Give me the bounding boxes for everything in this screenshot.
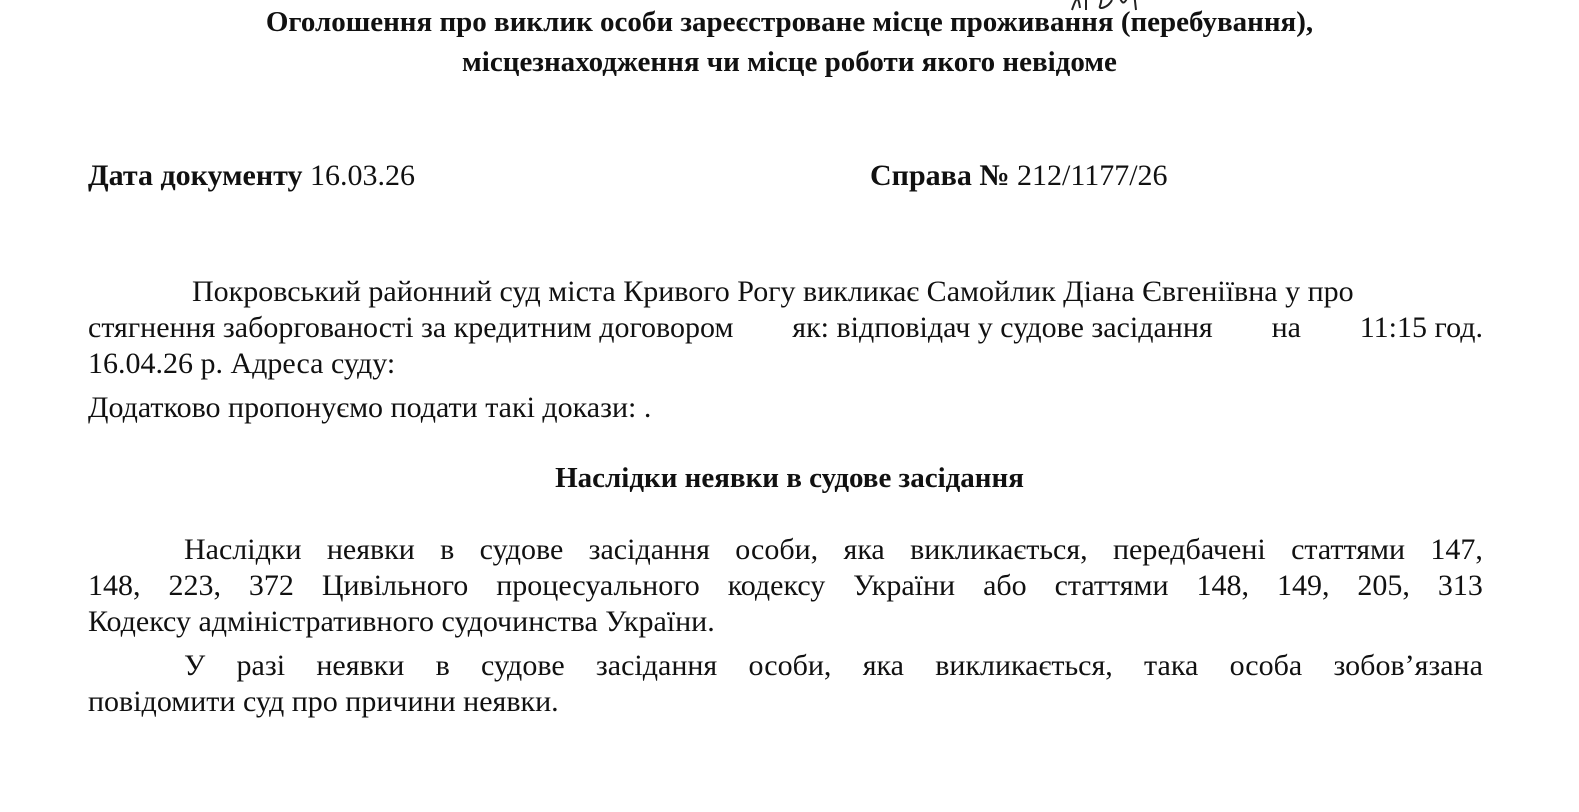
consequences-line-1-word: судове bbox=[479, 533, 564, 566]
consequences-line-2-word: України bbox=[853, 569, 956, 602]
consequences-line-2-word: або bbox=[983, 569, 1027, 602]
case-number bbox=[870, 156, 1168, 196]
notify-line-1-word: така bbox=[1144, 649, 1199, 682]
consequences-line-2-word: 223, bbox=[168, 569, 221, 602]
notify-line-1-word: засідання bbox=[595, 649, 718, 682]
consequences-line-1-word: неявки bbox=[326, 533, 415, 566]
consequences-line-1-word: 147, bbox=[1430, 533, 1483, 566]
consequences-line-2-word: 148, bbox=[1196, 569, 1250, 602]
summons-line-2 bbox=[88, 310, 1483, 346]
consequences-line-1-word: передбачені bbox=[1113, 533, 1266, 566]
consequences-line-1-word: Наслідки bbox=[184, 533, 302, 566]
consequences-line-2-word: 148, bbox=[88, 569, 141, 602]
notify-line-1-word: неявки bbox=[316, 649, 405, 682]
date-value: 16.03.26 bbox=[309, 159, 415, 192]
document-title: Оголошення про виклик особи зареєстроване місце проживання (перебування), bbox=[265, 6, 1314, 38]
consequences-line-1-word: засідання bbox=[588, 533, 710, 566]
consequences-line-1-word: особи, bbox=[735, 533, 819, 566]
evidence-request: Додатково пропонуємо подати такі докази: . bbox=[88, 391, 652, 424]
notify-line-2 bbox=[88, 684, 1483, 720]
notify-line-1-word: викликається, bbox=[935, 649, 1113, 682]
consequences-line-1-word: викликається, bbox=[910, 533, 1088, 566]
notify-line-1-word: зобов’язана bbox=[1333, 649, 1483, 682]
consequences-line-2-word: 313 bbox=[1437, 569, 1483, 602]
notify-line-1-word: в bbox=[435, 649, 450, 682]
notify-line-1-word: особи, bbox=[748, 649, 832, 682]
case-label: Справа № bbox=[870, 159, 1010, 192]
summons-line-3: 16.04.26 р. Адреса суду: bbox=[88, 347, 396, 380]
date-label: Дата документу bbox=[88, 159, 303, 192]
summons-line-1: Покровський районний суд міста Кривого Рогу викликає Самойлик Діана Євгеніївна у про bbox=[192, 275, 1354, 308]
document-title-line2: місцезнаходження чи місце роботи якого невідоме bbox=[462, 46, 1117, 78]
consequences-line-2-word: 149, bbox=[1276, 569, 1330, 602]
summons-role: як: відповідач у судове засідання bbox=[792, 311, 1213, 344]
summons-claim: стягнення заборгованості за кредитним договором bbox=[88, 311, 734, 344]
consequences-line-2 bbox=[88, 568, 1483, 604]
consequences-paragraph bbox=[88, 532, 1483, 640]
summons-time: 11:15 год. bbox=[1359, 311, 1483, 344]
notify-line-1-word: разі bbox=[236, 649, 286, 682]
consequences-line-3 bbox=[88, 604, 1483, 640]
consequences-line-2-word: кодексу bbox=[727, 569, 826, 602]
document-date bbox=[88, 156, 415, 196]
consequences-line-3-text: Кодексу адміністративного судочинства України. bbox=[88, 605, 715, 638]
consequences-line-2-word: процесуального bbox=[496, 569, 700, 602]
notify-line-1-word: яка bbox=[862, 649, 904, 682]
notify-line-1 bbox=[88, 648, 1483, 684]
notify-paragraph bbox=[88, 648, 1483, 720]
summons-on: на bbox=[1271, 311, 1301, 344]
notify-line-1-word: особа bbox=[1229, 649, 1303, 682]
consequences-line-2-word: 372 bbox=[248, 569, 294, 602]
consequences-heading: Наслідки неявки в судове засідання bbox=[555, 462, 1024, 494]
case-value: 212/1177/26 bbox=[1016, 159, 1168, 192]
consequences-line-2-word: статтями bbox=[1054, 569, 1169, 602]
consequences-line-1-word: статтями bbox=[1291, 533, 1406, 566]
consequences-line-2-word: Цивільного bbox=[321, 569, 469, 602]
consequences-line-2-word: 205, bbox=[1357, 569, 1410, 602]
notify-line-1-word: судове bbox=[481, 649, 565, 682]
summons-paragraph bbox=[88, 274, 1483, 382]
consequences-line-1 bbox=[88, 532, 1483, 568]
consequences-line-1-word: в bbox=[440, 533, 455, 566]
notify-line-2-text: повідомити суд про причини неявки. bbox=[88, 685, 559, 718]
notify-line-1-word: У bbox=[184, 649, 206, 682]
consequences-line-1-word: яка bbox=[843, 533, 885, 566]
